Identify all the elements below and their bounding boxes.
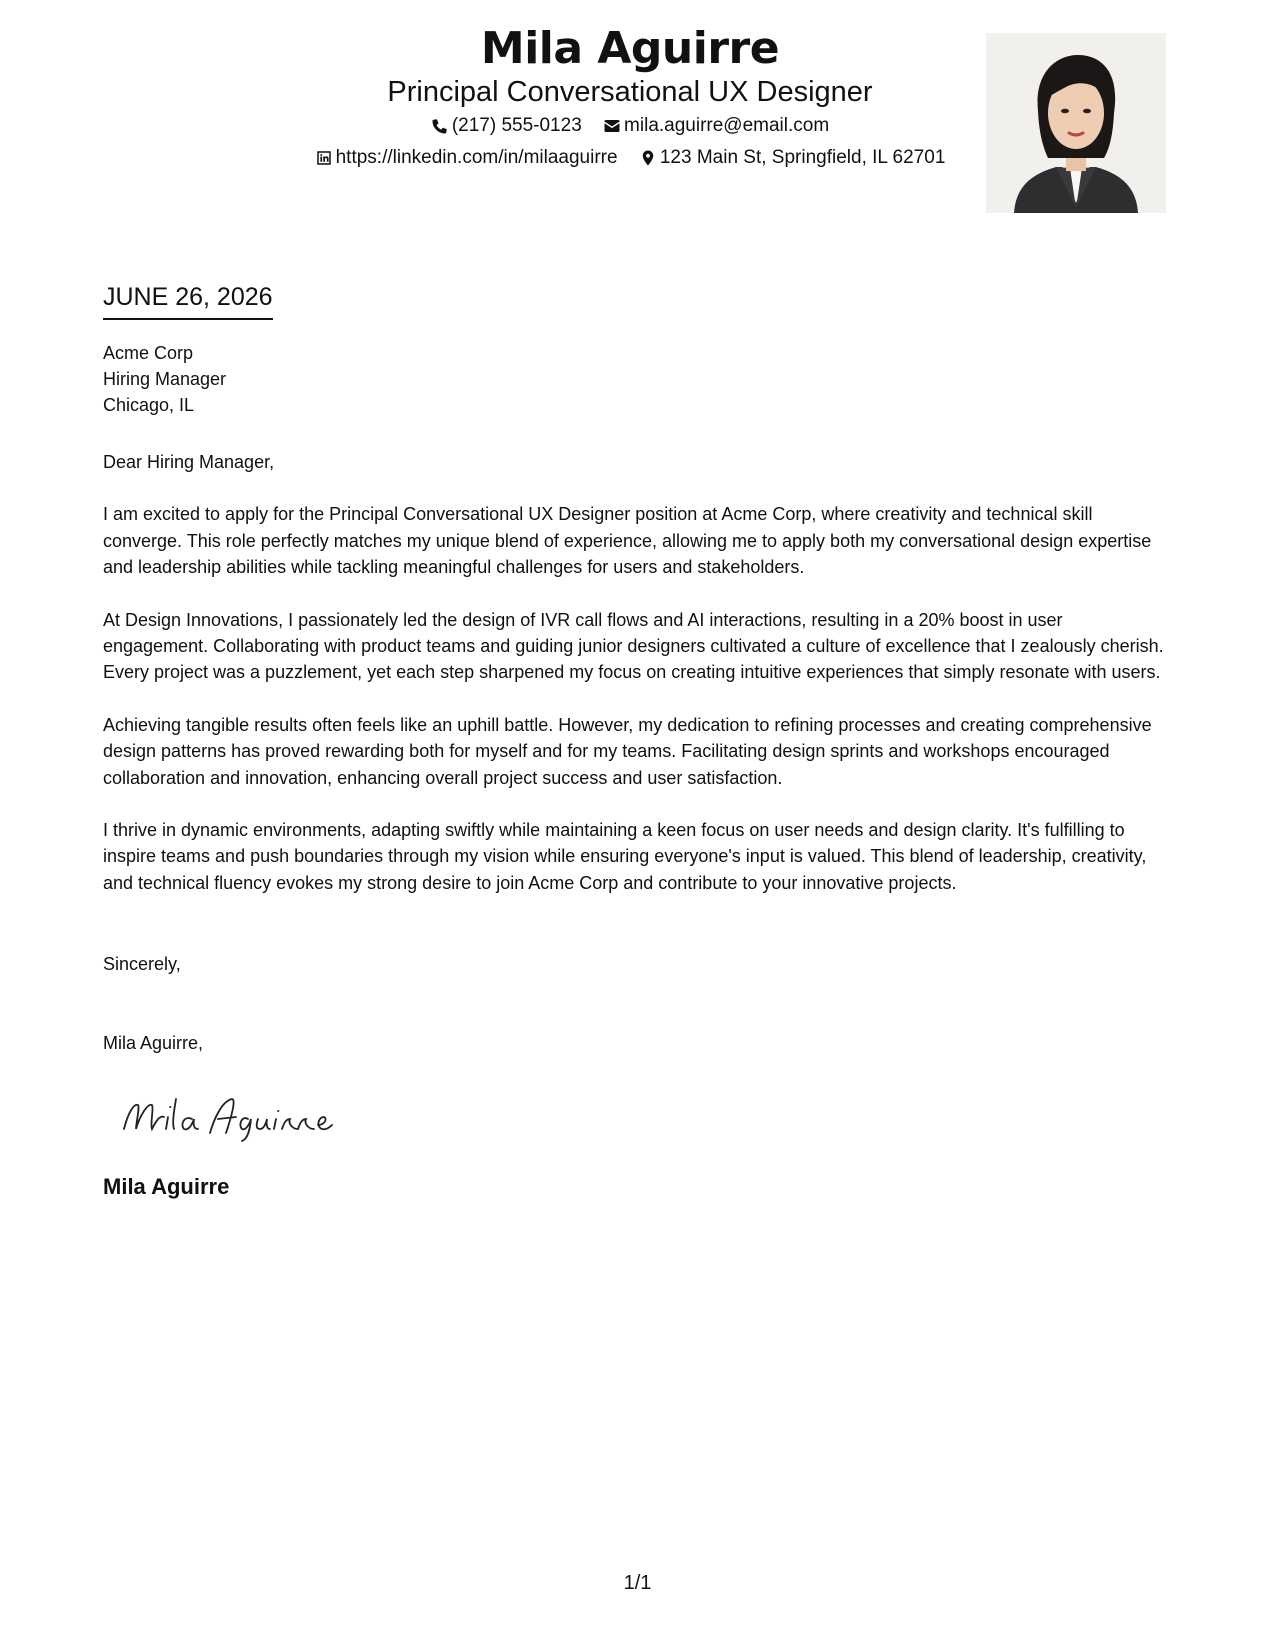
- recipient-block: [103, 340, 226, 418]
- applicant-name: Mila Aguirre: [480, 23, 780, 74]
- paragraph-3: Achieving tangible results often feels like an uphill battle. However, my dedication to refining processes and creating comprehensive design patterns has proved rewarding both for myself and for my teams. Facilitating design sprints and workshops encouraged collaboration and innovation, enhancing overall project success and user satisfaction.: [103, 714, 1152, 788]
- printed-name: Mila Aguirre: [103, 1174, 230, 1199]
- letter-body: [103, 449, 1170, 922]
- handwritten-signature: [118, 1085, 358, 1145]
- email-link[interactable]: mila.aguirre@email.com: [624, 115, 830, 136]
- contact-address: [639, 145, 946, 171]
- map-pin-icon: [639, 149, 657, 167]
- signature-image: [118, 1085, 358, 1145]
- closing: Sincerely,: [103, 954, 181, 974]
- letter-date: JUNE 26, 2026: [103, 282, 273, 320]
- signoff-name: Mila Aguirre,: [103, 1033, 204, 1053]
- contact-linkedin[interactable]: [315, 145, 618, 171]
- linkedin-icon: [315, 149, 333, 167]
- phone-text: (217) 555-0123: [451, 115, 582, 136]
- applicant-title: Principal Conversational UX Designer: [387, 76, 873, 108]
- address-text: 123 Main St, Springfield, IL 62701: [659, 147, 946, 168]
- linkedin-link[interactable]: https://linkedin.com/in/milaaguirre: [335, 147, 618, 168]
- paragraph-2: At Design Innovations, I passionately led the design of IVR call flows and AI interactions, resulting in a 20% boost in user engagement. Collaborating with product teams and guiding junior designers cultivated a culture of excellence that I zealously cherish. Every project was a puzzlement, yet each step sharpened my focus on creating intuitive experiences that simply resonate with users.: [103, 609, 1164, 683]
- recipient-company: Acme Corp: [103, 343, 194, 363]
- envelope-icon: [603, 117, 621, 135]
- contact-phone: [431, 113, 582, 139]
- phone-icon: [431, 117, 449, 135]
- profile-photo: [986, 33, 1166, 213]
- portrait-image: [986, 33, 1166, 213]
- contact-email[interactable]: [603, 113, 829, 139]
- recipient-role: Hiring Manager: [103, 369, 227, 389]
- page-number: 1/1: [623, 1572, 652, 1594]
- paragraph-1: I am excited to apply for the Principal Conversational UX Designer position at Acme Corp, where creativity and technical skill converge. This role perfectly matches my unique blend of experience, allowing me to apply both my conversational design expertise and leadership abilities while tackling meaningful challenges for users and stakeholders.: [103, 504, 1152, 578]
- paragraph-4: I thrive in dynamic environments, adapting swiftly while maintaining a keen focus on user needs and design clarity. It's fulfilling to inspire teams and push boundaries through my vision while ensuring everyone's input is valued. This blend of leadership, creativity, and technical fluency evokes my strong desire to join Acme Corp and contribute to your innovative projects.: [103, 820, 1147, 893]
- salutation: Dear Hiring Manager,: [103, 452, 275, 472]
- recipient-location: Chicago, IL: [103, 395, 195, 415]
